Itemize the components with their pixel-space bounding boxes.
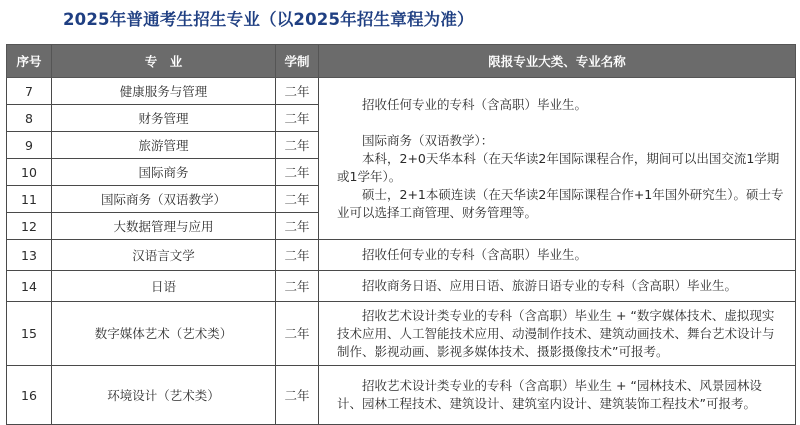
row-no: 12 (7, 213, 52, 240)
row-major: 财务管理 (52, 105, 276, 132)
row-no: 15 (7, 302, 52, 366)
row-duration: 二年 (276, 78, 319, 105)
table-row (7, 78, 796, 105)
row-no: 11 (7, 186, 52, 213)
row-major: 数字媒体艺术（艺术类） (52, 302, 276, 366)
row-duration: 二年 (276, 159, 319, 186)
row-duration: 二年 (276, 366, 319, 425)
row-requirement: 招收艺术设计类专业的专科（含高职）毕业生 + “园林技术、风景园林设计、园林工程技术、建筑设计、建筑室内设计、建筑装饰工程技术”可报考。 (319, 366, 796, 425)
page-title: 2025年普通考生招生专业（以2025年招生章程为准） (63, 10, 474, 29)
row-requirement: 招收艺术设计类专业的专科（含高职）毕业生 + “数字媒体技术、虚拟现实技术应用、人工智能技术应用、动漫制作技术、建筑动画技术、舞台艺术设计与制作、影视动画、影视多媒体技术、摄影摄像技术”可报考。 (319, 302, 796, 366)
row-no: 9 (7, 132, 52, 159)
row-major: 国际商务（双语教学） (52, 186, 276, 213)
table-row (7, 366, 796, 425)
row-no: 14 (7, 271, 52, 302)
table-row (7, 271, 796, 302)
row-no: 13 (7, 240, 52, 271)
row-major: 旅游管理 (52, 132, 276, 159)
row-duration: 二年 (276, 271, 319, 302)
requirement-text: 本科，2+0天华本科（在天华读2年国际课程合作，期间可以出国交流1学期或1学年）。 (337, 150, 780, 184)
requirement-text: 招收任何专业的专科（含高职）毕业生。 (362, 96, 588, 112)
row-duration: 二年 (276, 186, 319, 213)
majors-table (6, 44, 796, 425)
row-major: 健康服务与管理 (52, 78, 276, 105)
header-major: 专 业 (52, 45, 276, 78)
row-requirement: 招收任何专业的专科（含高职）毕业生。 (319, 240, 796, 271)
row-no: 10 (7, 159, 52, 186)
table-row (7, 302, 796, 366)
header-no: 序号 (7, 45, 52, 78)
row-major: 国际商务 (52, 159, 276, 186)
row-duration: 二年 (276, 213, 319, 240)
table-row (7, 240, 796, 271)
row-no: 7 (7, 78, 52, 105)
row-major: 大数据管理与应用 (52, 213, 276, 240)
row-no: 16 (7, 366, 52, 425)
merged-requirement-cell (319, 78, 796, 240)
row-requirement: 招收商务日语、应用日语、旅游日语专业的专科（含高职）毕业生。 (319, 271, 796, 302)
row-duration: 二年 (276, 240, 319, 271)
requirement-text: 国际商务（双语教学）： (362, 132, 494, 148)
row-duration: 二年 (276, 105, 319, 132)
table-header-row (7, 45, 796, 78)
row-no: 8 (7, 105, 52, 132)
header-requirement: 限报专业大类、专业名称 (319, 45, 796, 78)
row-duration: 二年 (276, 302, 319, 366)
row-major: 日语 (52, 271, 276, 302)
requirement-text: 硕士，2+1本硕连读（在天华读2年国际课程合作+1年国外研究生）。硕士专业可以选择工商管理、财务管理等。 (337, 186, 784, 220)
row-duration: 二年 (276, 132, 319, 159)
row-major: 汉语言文学 (52, 240, 276, 271)
row-major: 环境设计（艺术类） (52, 366, 276, 425)
header-duration: 学制 (276, 45, 319, 78)
